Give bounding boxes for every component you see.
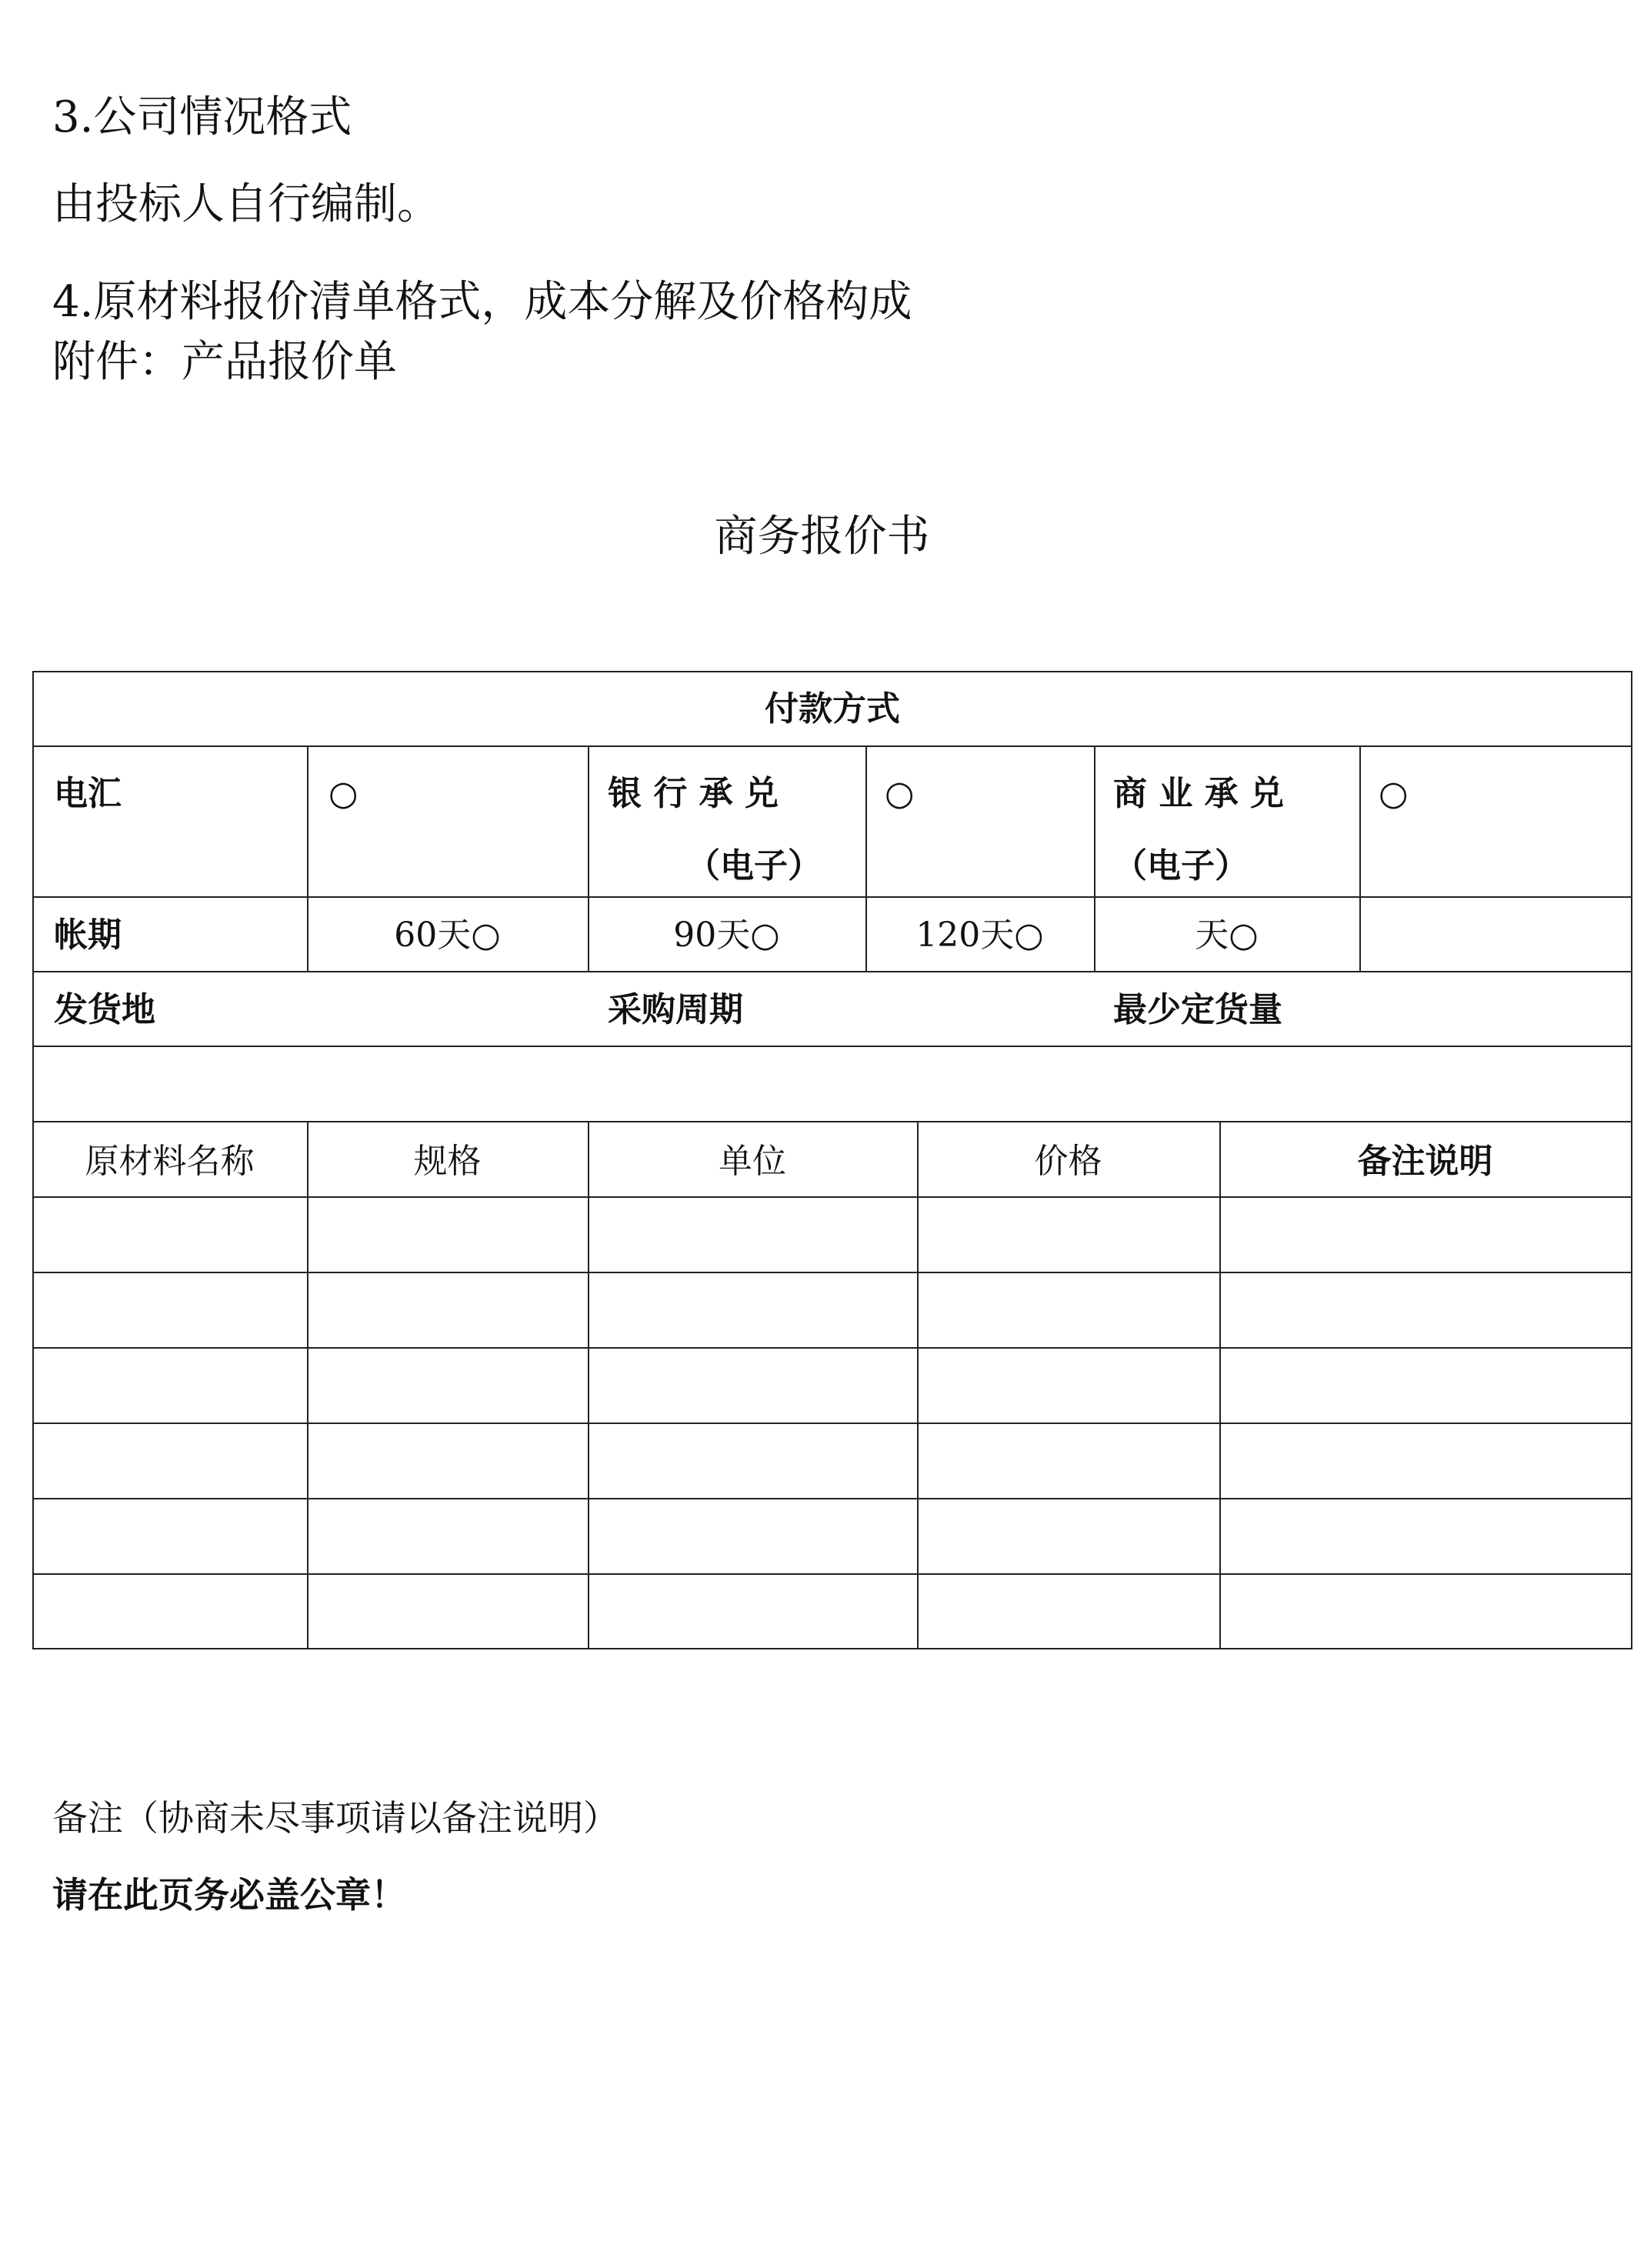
- table-rule: [32, 896, 1632, 898]
- col-material-name: 原材料名称: [85, 1142, 255, 1181]
- purchase-cycle-label: 采购周期: [608, 990, 743, 1029]
- table-rule: [307, 1121, 308, 1649]
- term-option-120[interactable]: 120天○: [915, 916, 1044, 955]
- bank-acceptance-option[interactable]: ○: [885, 774, 915, 813]
- commercial-acceptance-option[interactable]: ○: [1379, 774, 1409, 813]
- document-title: 商务报价书: [714, 512, 930, 562]
- table-rule: [1219, 1121, 1221, 1649]
- table-rule: [917, 1121, 919, 1649]
- table-rule: [32, 1648, 1632, 1649]
- table-rule: [32, 1121, 1632, 1122]
- ship-from-label: 发货地: [54, 990, 155, 1029]
- table-rule: [32, 1272, 1632, 1273]
- section-3-heading: 3.公司情况格式: [52, 92, 352, 142]
- payment-method-header: 付款方式: [765, 689, 900, 729]
- term-option-60[interactable]: 60天○: [394, 916, 501, 955]
- table-rule: [1359, 745, 1361, 972]
- table-rule: [32, 745, 1632, 747]
- quotation-table: [32, 671, 1632, 1649]
- table-rule: [32, 1347, 1632, 1349]
- table-rule: [32, 1573, 1632, 1575]
- bank-acceptance-label: 银 行 承 兑: [608, 774, 779, 813]
- col-price: 价格: [1034, 1142, 1102, 1181]
- attachment-label: 附件：产品报价单: [52, 337, 397, 387]
- commercial-acceptance-label: 商 业 承 兑: [1113, 774, 1284, 813]
- term-option-90[interactable]: 90天○: [673, 916, 780, 955]
- table-rule: [32, 1423, 1632, 1424]
- remarks-note: 备注（协商未尽事项请以备注说明）: [52, 1797, 619, 1839]
- section-4-heading: 4.原材料报价清单格式，成本分解及价格构成: [52, 277, 912, 327]
- col-unit: 单位: [719, 1142, 786, 1181]
- stamp-notice: 请在此页务必盖公章！: [52, 1874, 406, 1916]
- payment-term-label: 帐期: [54, 916, 122, 955]
- section-3-description: 由投标人自行编制。: [52, 179, 440, 229]
- table-rule: [32, 1046, 1632, 1047]
- wire-transfer-option[interactable]: ○: [328, 774, 358, 813]
- table-rule: [32, 1498, 1632, 1499]
- table-rule: [32, 971, 1632, 972]
- min-order-qty-label: 最少定货量: [1113, 990, 1282, 1029]
- table-rule: [32, 671, 1632, 672]
- wire-transfer-label: 电汇: [54, 774, 122, 813]
- table-rule: [32, 1196, 1632, 1198]
- table-rule: [588, 1121, 589, 1649]
- table-rule: [1631, 671, 1632, 1649]
- col-remarks: 备注说明: [1357, 1142, 1493, 1181]
- commercial-acceptance-sublabel: （电子）: [1113, 846, 1249, 886]
- col-spec: 规格: [413, 1142, 482, 1181]
- bank-acceptance-sublabel: （电子）: [686, 846, 822, 886]
- term-option-custom[interactable]: 天○: [1195, 916, 1259, 955]
